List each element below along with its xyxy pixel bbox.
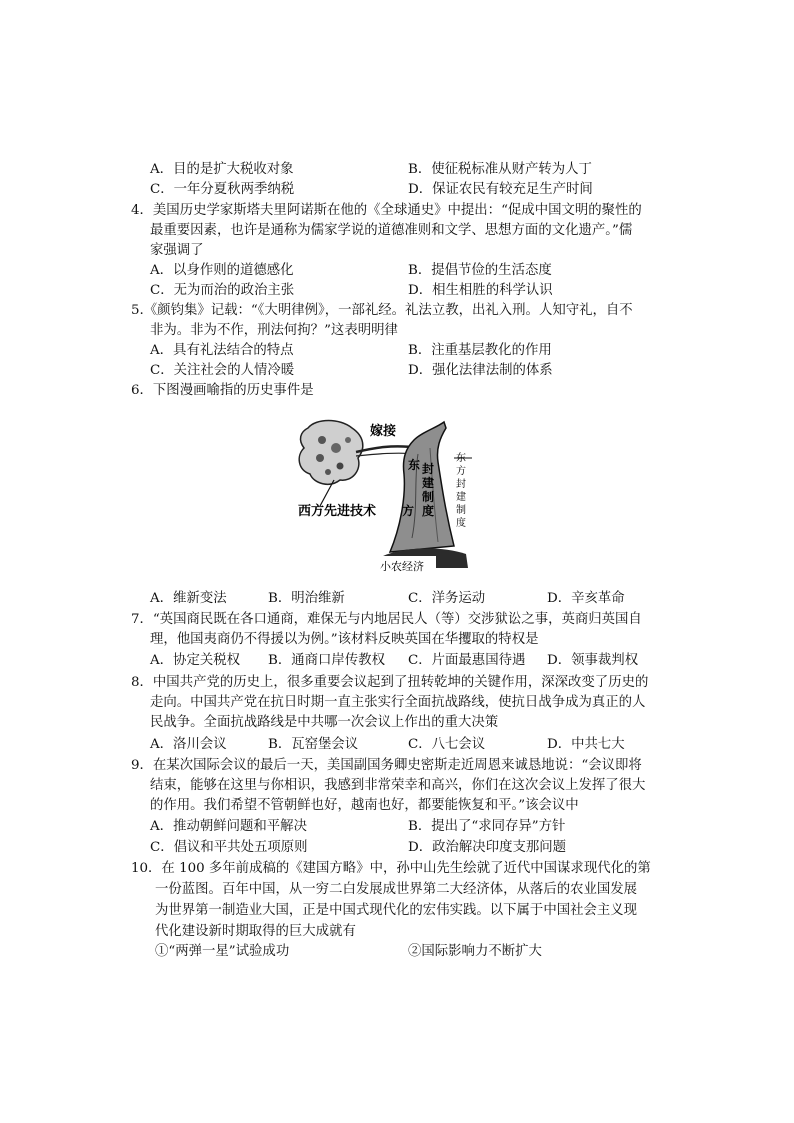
q4-stem-line: 最重要因素，也许是通称为儒家学说的道德准则和文学、思想方面的文化遗产。”儒 — [150, 223, 633, 238]
q6-option-a: A．维新变法 — [150, 591, 227, 606]
q7-stem-line: 理，他国夷商仍不得援以为例。”该材料反映英国在华攫取的特权是 — [150, 632, 539, 647]
q4-option-c: C．无为而治的政治主张 — [150, 283, 295, 298]
q8-stem-line: 民战争。全面抗战路线是中共哪一次会议上作出的重大决策 — [150, 715, 499, 730]
q4-stem-line: 家强调了 — [150, 243, 204, 258]
q8-option-c: C．八七会议 — [408, 737, 486, 752]
q4-option-d: D．相生相胜的科学认识 — [408, 283, 553, 298]
q5-option-c: C．关注社会的人情冷暖 — [150, 363, 295, 378]
q10-stem-line: 为世界第一制造业大国，正是中国式现代化的宏伟实践。以下属于中国社会主义现 — [155, 903, 638, 918]
q5-option-b: B．注重基层教化的作用 — [408, 343, 552, 358]
q8-stem-line: 走向。中国共产党在抗日时期一直主张实行全面抗战路线，使抗日战争成为真正的人 — [150, 695, 646, 710]
q7-option-a: A．协定关税权 — [150, 653, 241, 668]
q8-stem-line: 8．中国共产党的历史上，很多重要会议起到了扭转乾坤的关键作用，深深改变了历史的 — [131, 675, 649, 690]
q6-option-c: C．洋务运动 — [408, 591, 486, 606]
q9-stem-line: 结束，能够在这里与你相识，我感到非常荣幸和高兴，你们在这次会议上发挥了很大 — [150, 778, 646, 793]
q10-item-1: ①“两弹一星”试验成功 — [155, 944, 290, 959]
q5-option-a: A．具有礼法结合的特点 — [150, 343, 294, 358]
graft-label: 嫁接 — [370, 424, 397, 439]
q9-option-b: B．提出了“求同存异”方针 — [408, 819, 566, 834]
q8-option-d: D．中共七大 — [547, 737, 625, 752]
q9-option-a: A．推动朝鲜问题和平解决 — [150, 819, 307, 834]
q9-option-c: C．倡议和平共处五项原则 — [150, 840, 308, 855]
q4-stem-line: 4．美国历史学家斯塔夫里阿诺斯在他的《全球通史》中提出：“促成中国文明的聚性的 — [131, 203, 642, 218]
q3-option-d: D．保证农民有较充足生产时间 — [408, 182, 593, 197]
q5-option-d: D．强化法律法制的体系 — [408, 363, 553, 378]
q9-stem-line: 9．在某次国际会议的最后一天，美国副国务卿史密斯走近周恩来诚恳地说：“会议即将 — [131, 758, 642, 773]
q6-option-d: D．辛亥革命 — [547, 591, 625, 606]
trunk-fang-char: 方 — [402, 504, 415, 518]
q5-stem-line: 5.《颜钧集》记载：“《大明律例》，一部礼经。礼法立教，出礼入刑。人知守礼，自不 — [131, 303, 633, 318]
q10-item-2: ②国际影响力不断扩大 — [408, 944, 542, 959]
q6-option-b: B．明治维新 — [268, 591, 345, 606]
q10-stem-line: 一份蓝图。百年中国，从一穷二白发展成世界第二大经济体，从落后的农业国发展 — [155, 882, 638, 897]
cartoon-figure — [296, 418, 474, 576]
trunk-east-char: 东 — [408, 458, 421, 472]
q5-stem-line: 非为。非为不作，刑法何拘？”这表明明律 — [150, 323, 398, 338]
small-peasant-economy-label: 小农经济 — [380, 560, 424, 573]
q7-option-c: C．片面最惠国待遇 — [408, 653, 526, 668]
q9-option-d: D．政治解决印度支那问题 — [408, 840, 567, 855]
q3-option-a: A．目的是扩大税收对象 — [150, 162, 294, 177]
q8-option-b: B．瓦窑堡会议 — [268, 737, 359, 752]
q9-stem-line: 的作用。我们希望不管朝鲜也好，越南也好，都要能恢复和平。”该会议中 — [150, 798, 579, 813]
east-feudal-system-side-label: 东 方 封 建 制 度 — [456, 453, 466, 529]
q7-option-d: D．领事裁判权 — [547, 653, 639, 668]
q7-stem-line: 7．“英国商民既在各口通商，难保无与内地居民人（等）交涉狱讼之事，英商归英国自 — [131, 612, 642, 627]
q10-stem-line: 10．在 100 多年前成稿的《建国方略》中，孙中山先生绘就了近代中国谋求现代化的第 — [131, 861, 651, 876]
cartoon-drawing — [296, 418, 474, 576]
q4-option-b: B．提倡节俭的生活态度 — [408, 263, 552, 278]
trunk-feudal-system-label: 封 建 制 度 — [422, 462, 435, 518]
q3-option-c: C．一年分夏秋两季纳税 — [150, 182, 295, 197]
q10-stem-line: 代化建设新时期取得的巨大成就有 — [155, 924, 356, 939]
q4-option-a: A．以身作则的道德感化 — [150, 263, 294, 278]
q6-stem: 6．下图漫画喻指的历史事件是 — [131, 383, 314, 398]
q3-option-b: B．使征税标准从财产转为人丁 — [408, 162, 592, 177]
q8-option-a: A．洛川会议 — [150, 737, 227, 752]
q7-option-b: B．通商口岸传教权 — [268, 653, 385, 668]
western-technology-label: 西方先进技术 — [298, 504, 377, 519]
